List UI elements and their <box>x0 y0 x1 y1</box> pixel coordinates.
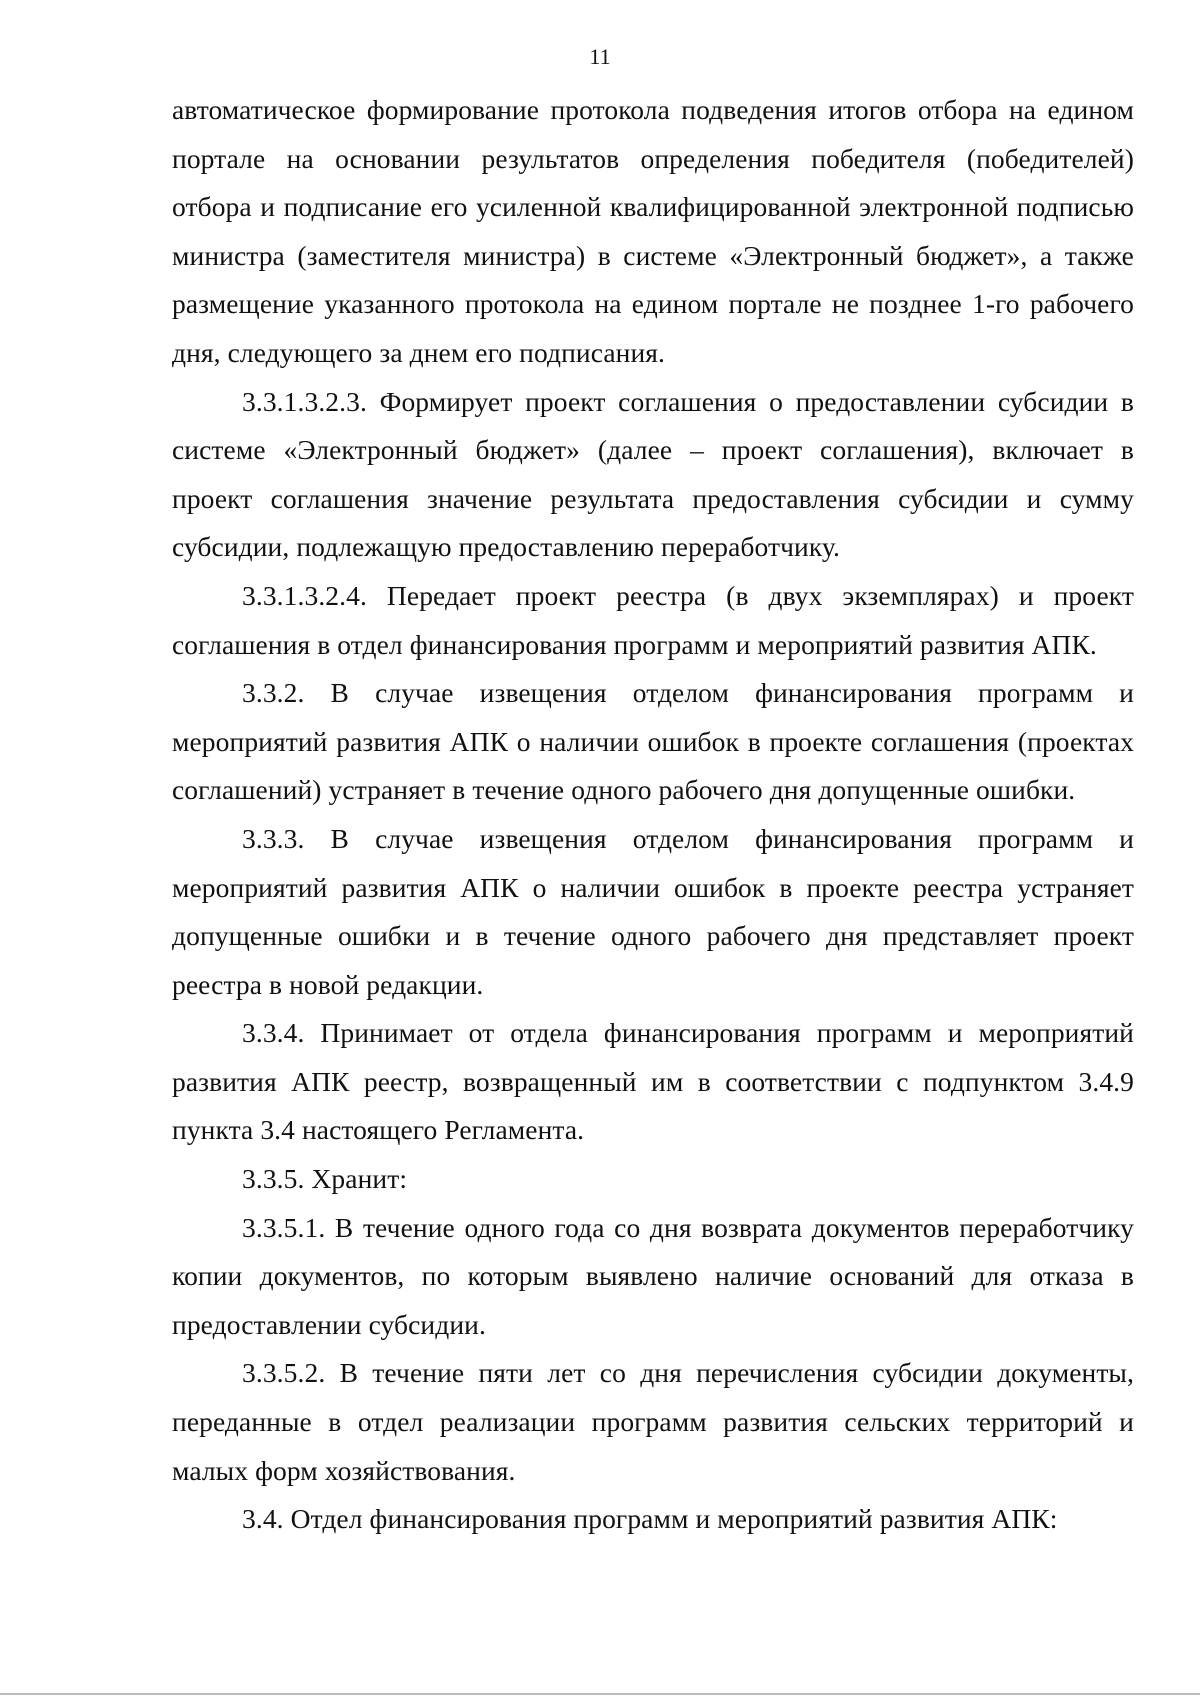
scan-bottom-edge <box>0 1693 1200 1695</box>
page-number: 11 <box>589 44 611 69</box>
paragraph-3-3-1-3-2-3: 3.3.1.3.2.3. Формирует проект соглашения о предоставлении субсидии в системе «Электронный бюджет» (далее – проект соглашения), включает в проект соглашения значение результата предоставления субсидии и сумму субсидии, подлежащую предоставлению переработчику. <box>172 385 1134 563</box>
paragraph-protocol-continuation: автоматическое формирование протокола подведения итогов отбора на едином портале на основании результатов определения победителя (победителей) отбора и подписание его усиленной квалифицированной электронной подписью министра (заместителя министра) в системе «Электронный бюджет», а также размещение указанного протокола на едином портале не позднее 1-го рабочего дня, следующего за днем его подписания. <box>172 94 1134 368</box>
document-body <box>172 86 1134 1544</box>
paragraph-3-4: 3.4. Отдел финансирования программ и мероприятий развития АПК: <box>242 1503 1058 1535</box>
paragraph-3-3-2: 3.3.2. В случае извещения отделом финансирования программ и мероприятий развития АПК о наличии ошибок в проекте соглашения (проектах соглашений) устраняет в течение одного рабочего дня допущенные ошибки. <box>172 677 1134 806</box>
paragraph-3-3-3: 3.3.3. В случае извещения отделом финансирования программ и мероприятий развития АПК о наличии ошибок в проекте реестра устраняет допущенные ошибки и в течение одного рабочего дня представляет проект реестра в новой редакции. <box>172 822 1134 1000</box>
paragraph-3-3-5: 3.3.5. Хранит: <box>242 1163 408 1195</box>
paragraph-3-3-5-1: 3.3.5.1. В течение одного года со дня возврата документов переработчику копии документов, по которым выявлено наличие оснований для отказа в предоставлении субсидии. <box>172 1211 1134 1340</box>
paragraph-3-3-1-3-2-4: 3.3.1.3.2.4. Передает проект реестра (в двух экземплярах) и проект соглашения в отдел финансирования программ и мероприятий развития АПК. <box>172 579 1134 660</box>
paragraph-3-3-5-2: 3.3.5.2. В течение пяти лет со дня перечисления субсидии документы, переданные в отдел реализации программ развития сельских территорий и малых форм хозяйствования. <box>172 1357 1134 1486</box>
paragraph-3-3-4: 3.3.4. Принимает от отдела финансирования программ и мероприятий развития АПК реестр, возвращенный им в соответствии с подпунктом 3.4.9 пункта 3.4 настоящего Регламента. <box>172 1017 1134 1146</box>
